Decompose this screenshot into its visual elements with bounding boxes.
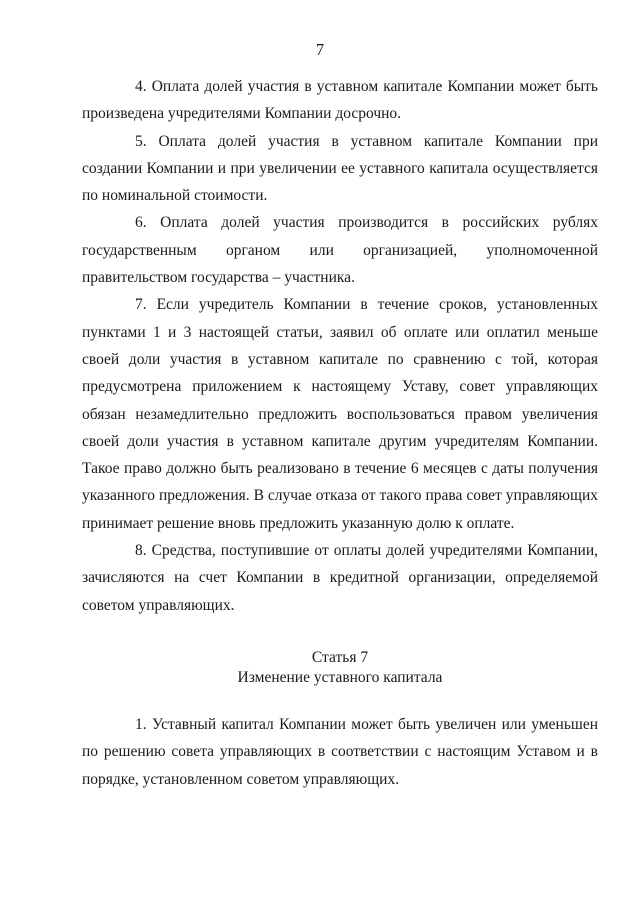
paragraph-5: 5. Оплата долей участия в уставном капитале Компании при создании Компании и при увеличении ее уставного капитала осуществляется по номинальной стоимости.	[82, 132, 598, 205]
document-body	[82, 73, 598, 793]
paragraph-8: 8. Средства, поступившие от оплаты долей учредителями Компании, зачисляются на счет Компании в кредитной организации, определяемой советом управляющих.	[82, 542, 598, 614]
paragraph-6: 6. Оплата долей участия производится в российских рублях государственным органом или организацией, уполномоченной правительством государства – участника.	[82, 214, 598, 287]
paragraph-4: 4. Оплата долей участия в уставном капитале Компании может быть произведена учредителями Компании досрочно.	[82, 78, 598, 123]
article-title: Изменение уставного капитала	[237, 668, 443, 686]
article-number: Статья 7	[311, 648, 369, 666]
paragraph-7: 7. Если учредитель Компании в течение сроков, установленных пунктами 1 и 3 настоящей статьи, заявил об оплате или оплатил меньше своей доли участия в уставном капитале по сравнению с той, которая предусмотрена приложением к настоящему Уставу, совет управляющих обязан незамедлительно предложить воспользоваться правом увеличения своей доли участия в уставном капитале другим учредителям Компании. Такое право должно быть реализовано в течение 6 месяцев с даты получения указанного предложения. В случае отказа от такого права совет управляющих принимает решение вновь предложить указанную долю к оплате.	[82, 296, 598, 532]
article-7-paragraph-1: 1. Уставный капитал Компании может быть увеличен или уменьшен по решению совета управляющих в соответствии с настоящим Уставом и в порядке, установленном советом управляющих.	[82, 715, 598, 788]
page-number: 7	[315, 40, 325, 59]
